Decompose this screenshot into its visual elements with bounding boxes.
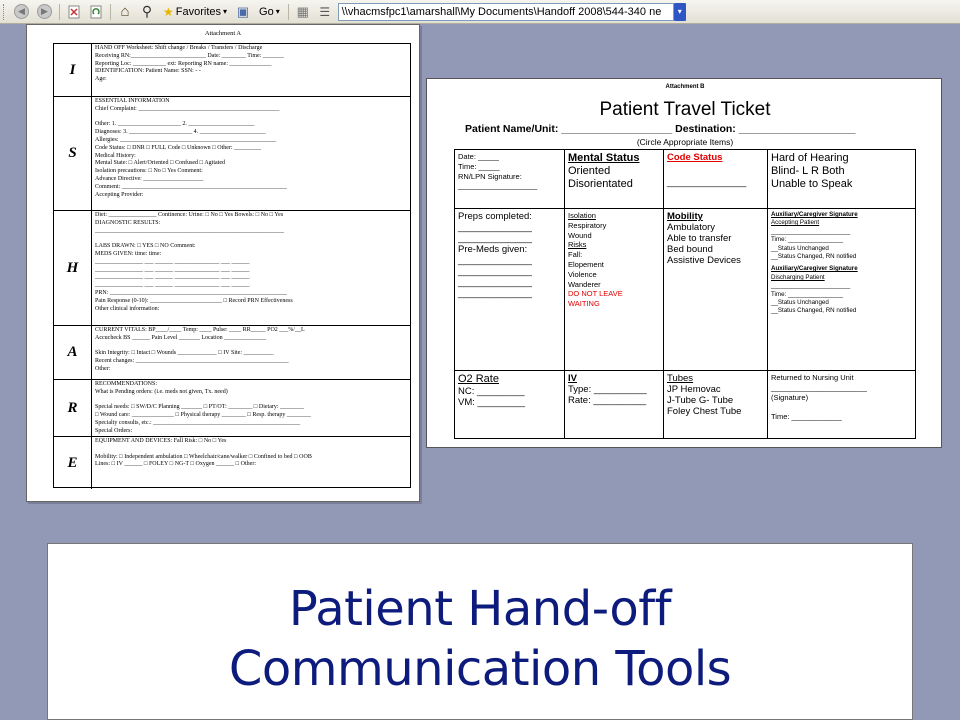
isbare-letter: H bbox=[54, 211, 92, 325]
isbare-section-a bbox=[92, 326, 410, 379]
isbare-table bbox=[53, 43, 411, 488]
text-line bbox=[771, 402, 912, 412]
text-line: Bed bound bbox=[667, 244, 713, 255]
text-line: Type: __________ bbox=[568, 384, 647, 395]
text-line: Fall: bbox=[568, 250, 583, 260]
caregiver-discharging-lines bbox=[771, 282, 912, 316]
forward-icon: ▶ bbox=[37, 4, 52, 19]
ticket-row-1 bbox=[455, 150, 915, 208]
stop-button[interactable] bbox=[64, 2, 84, 22]
text-line: RN/LPN Signature: bbox=[458, 171, 522, 181]
home-icon: ⌂ bbox=[120, 3, 130, 20]
text-line: PRN: ___________________________________________________________ bbox=[95, 289, 287, 296]
history-button[interactable] bbox=[233, 2, 253, 22]
text-line: Receiving RN:_________________________ Date: ________ Time: _______ bbox=[95, 52, 284, 59]
ticket-row-3 bbox=[455, 370, 915, 438]
text-line: ___________________ bbox=[458, 181, 538, 191]
text-line: Blind- L R Both bbox=[771, 165, 845, 177]
iv-lines bbox=[568, 384, 660, 406]
text-line: Diet: ________________ Continence: Urine: □ No □ Yes Bowels: □ No □ Yes bbox=[95, 212, 284, 218]
text-line: ________________ ___ ______ _______________ ___ ______ bbox=[95, 282, 250, 289]
isbare-row-i bbox=[54, 44, 410, 96]
text-line: WAITING bbox=[568, 299, 600, 309]
text-line: ________________ ___ ______ _______________ ___ ______ bbox=[95, 266, 250, 273]
text-line: ______________ bbox=[458, 255, 532, 266]
text-line: Oriented bbox=[568, 165, 611, 177]
ticket-table bbox=[454, 149, 916, 439]
folders-button[interactable] bbox=[293, 2, 313, 22]
o2-rate-lines bbox=[458, 386, 561, 408]
caregiver-discharging-subheading: Discharging Patient bbox=[771, 273, 825, 281]
code-status-line: _______________ bbox=[667, 177, 747, 188]
caregiver-accepting-lines bbox=[771, 228, 912, 262]
attachment-a-label: Attachment A bbox=[204, 30, 242, 37]
risks-heading: Risks bbox=[568, 240, 587, 250]
isbare-row-r bbox=[54, 379, 410, 436]
home-button[interactable] bbox=[115, 2, 135, 22]
text-line: Recent changes: ___________________________________________________ bbox=[95, 358, 289, 365]
search-icon: ⚲ bbox=[141, 3, 153, 19]
text-line: Mental State: □ Alert/Oriented □ Confused □ Agitated bbox=[95, 160, 226, 167]
ticket-cell-isolation bbox=[565, 209, 664, 370]
chevron-down-icon: ▾ bbox=[677, 7, 682, 16]
isbare-letter: A bbox=[54, 326, 92, 379]
text-line: Preps completed: bbox=[458, 211, 532, 222]
text-line: _______________________ bbox=[771, 227, 851, 235]
isbare-section-r bbox=[92, 380, 410, 436]
text-line: Time: ____________ bbox=[771, 412, 842, 422]
text-line: Accepting Provider: bbox=[95, 191, 144, 198]
text-line: ______________ bbox=[458, 233, 532, 244]
text-line: Ambulatory bbox=[667, 222, 716, 233]
caregiver-discharging-heading: Auxiliary/Caregiver Signature bbox=[771, 265, 858, 273]
address-input[interactable]: \\vhacmsfpc1\amarshall\My Documents\Handoff 2008\544-340 ne bbox=[338, 3, 674, 21]
ticket-cell-tubes bbox=[664, 371, 768, 438]
text-line: Hard of Hearing bbox=[771, 152, 849, 164]
text-line: Specialty consults, etc.: _________________________________________________ bbox=[95, 419, 301, 426]
ticket-cell-mobility bbox=[664, 209, 768, 370]
attachment-b-label: Attachment B bbox=[665, 84, 705, 90]
text-line: __Status Changed, RN notified bbox=[771, 307, 857, 315]
isbare-section-h bbox=[92, 211, 410, 325]
text-line: Assistive Devices bbox=[667, 255, 741, 266]
patient-name-line: Patient Name/Unit: ___________________ Destination: ____________________ bbox=[465, 123, 856, 135]
text-line: Mobility: □ Independent ambulation □ Wheelchair/cane/walker □ Confined to bed □ OOB bbox=[95, 453, 312, 460]
text-line: Skin Integrity: □ Intact □ Wounds _____________ □ IV Site: __________ bbox=[95, 350, 274, 357]
text-line: Accucheck BS ______ Pain Level _______ Location ______________ bbox=[95, 334, 267, 341]
text-line: Respiratory bbox=[568, 220, 607, 230]
text-line: Date: _____ bbox=[458, 152, 499, 161]
text-line: Pain Response (0-10): ________________________ □ Record PRN Effectiveness bbox=[95, 297, 293, 304]
favorites-label: Favorites bbox=[175, 5, 222, 18]
text-line: □ Wound care: ______________ □ Physical therapy ________ □ Resp. therapy ________ bbox=[95, 412, 311, 419]
forward-button[interactable] bbox=[34, 2, 55, 22]
search-button[interactable] bbox=[137, 2, 157, 22]
refresh-icon bbox=[89, 5, 103, 19]
text-line: Disorientated bbox=[568, 178, 633, 190]
text-line: Diagnoses: 3. _____________________ 4. ______________________ bbox=[95, 129, 266, 136]
text-line: Medical History: bbox=[95, 152, 136, 159]
text-line: Code Status: □ DNR □ FULL Code □ Unknown □ Other: _________ bbox=[95, 144, 262, 151]
text-line: IDENTIFICATION: Patient Name: SSN: - - bbox=[95, 68, 201, 75]
stop-icon bbox=[67, 5, 81, 19]
slide-title-panel bbox=[47, 543, 913, 720]
text-line: _______________________ bbox=[771, 282, 851, 290]
ticket-title: Patient Travel Ticket bbox=[599, 99, 771, 120]
risk-options bbox=[568, 250, 660, 289]
views-button[interactable] bbox=[315, 2, 335, 22]
text-line bbox=[95, 397, 407, 405]
travel-ticket-document bbox=[426, 78, 942, 448]
text-line: Pre-Meds given: bbox=[458, 244, 528, 255]
tubes-heading: Tubes bbox=[667, 373, 694, 384]
ticket-cell-preps bbox=[455, 209, 565, 370]
back-button[interactable] bbox=[11, 2, 32, 22]
isolation-heading: Isolation bbox=[568, 211, 596, 220]
text-line: Time: ________________ bbox=[771, 290, 844, 298]
text-line: ______________ bbox=[458, 266, 532, 277]
o2-rate-heading: O2 Rate bbox=[458, 373, 499, 385]
ticket-cell-caregiver bbox=[768, 209, 915, 370]
text-line: Lines: □ IV ______ □ FOLEY □ NG-T □ Oxygen ______ □ Other: bbox=[95, 461, 256, 468]
toolbar-separator bbox=[110, 4, 111, 20]
caregiver-accepting-subheading: Accepting Patient bbox=[771, 219, 820, 227]
folder-icon: ▦ bbox=[296, 3, 309, 19]
text-line: Wanderer bbox=[568, 279, 601, 289]
go-label: Go bbox=[259, 5, 274, 18]
isbare-section-s bbox=[92, 97, 410, 210]
mental-status-options bbox=[568, 165, 660, 191]
isbare-letter: R bbox=[54, 380, 92, 436]
star-icon: ★ bbox=[163, 4, 174, 19]
isbare-row-e bbox=[54, 436, 410, 489]
text-line: Special needs: □ SW/D/C Planning _______ □ PT/OT: ________ □ Dietary: ________ bbox=[95, 404, 305, 411]
slide-title-line-1: Patient Hand-off bbox=[288, 580, 672, 637]
isbare-row-a bbox=[54, 325, 410, 379]
text-line: Time: _____ bbox=[458, 161, 500, 171]
ticket-row-2 bbox=[455, 208, 915, 370]
isbare-letter: I bbox=[54, 44, 92, 96]
isbare-row-h bbox=[54, 210, 410, 325]
ticket-cell-code bbox=[664, 150, 768, 208]
text-line: MEDS GIVEN: time: time: bbox=[95, 250, 162, 257]
mobility-options bbox=[667, 222, 764, 266]
ticket-cell-sensory bbox=[768, 150, 915, 208]
toolbar-separator bbox=[288, 4, 289, 20]
text-line: Elopement bbox=[568, 259, 604, 269]
text-line: Allergies: ____________________________________________________ bbox=[95, 136, 277, 143]
back-icon: ◀ bbox=[14, 4, 29, 19]
text-line: Other clinical information: bbox=[95, 305, 160, 312]
text-line: CURRENT VITALS: BP____/____ Temp: ____ Pulse: ____ RR_____ PO2 ___%/__L bbox=[95, 327, 305, 333]
favorites-button[interactable] bbox=[159, 2, 231, 22]
text-line: What is Pending orders: (i.e. meds not given, Tx. need) bbox=[95, 388, 228, 395]
text-line: __Status Unchanged bbox=[771, 244, 829, 252]
text-line: Advance Directive: ____________________ bbox=[95, 175, 204, 182]
text-line: HAND OFF Worksheet: Shift change / Breaks / Transfers / Discharge bbox=[95, 45, 263, 51]
text-line bbox=[95, 343, 407, 351]
text-line: Special Orders: bbox=[95, 427, 133, 434]
text-line: Rate: __________ bbox=[568, 395, 647, 406]
text-line: DIAGNOSTIC RESULTS: bbox=[95, 219, 161, 226]
isbare-letter: E bbox=[54, 437, 92, 489]
text-line: VM: _________ bbox=[458, 397, 526, 408]
text-line: Violence bbox=[568, 269, 597, 279]
circle-note: (Circle Appropriate Items) bbox=[636, 137, 734, 147]
text-line: Other: bbox=[95, 365, 111, 372]
mobility-heading: Mobility bbox=[667, 211, 703, 222]
text-line: J-Tube G- Tube bbox=[667, 395, 734, 406]
text-line: ______________ bbox=[458, 288, 532, 299]
isbare-section-i bbox=[92, 44, 410, 96]
text-line: ESSENTIAL INFORMATION bbox=[95, 98, 170, 104]
text-line: ______________ bbox=[458, 277, 532, 288]
text-line: DO NOT LEAVE bbox=[568, 289, 623, 299]
iv-heading: IV bbox=[568, 373, 577, 384]
text-line: ________________ ___ ______ _______________ ___ ______ bbox=[95, 258, 250, 265]
code-status-heading: Code Status bbox=[667, 152, 723, 163]
text-line: Age: bbox=[95, 76, 107, 83]
text-line: Able to transfer bbox=[667, 233, 732, 244]
isolation-options bbox=[568, 221, 660, 241]
text-line: Returned to Nursing Unit bbox=[771, 373, 854, 382]
browser-toolbar bbox=[0, 0, 960, 24]
do-not-leave-warning bbox=[568, 289, 660, 309]
address-dropdown-button[interactable] bbox=[674, 3, 686, 21]
text-line: LABS DRAWN: □ YES □ NO Comment: bbox=[95, 243, 196, 250]
text-line: Reporting Loc: ___________ ext: Reporting RN name: ______________ bbox=[95, 60, 272, 67]
text-line: Time: ________________ bbox=[771, 236, 844, 244]
slide-title-line-2: Communication Tools bbox=[228, 640, 732, 697]
go-button[interactable] bbox=[255, 2, 284, 22]
text-line: Foley Chest Tube bbox=[667, 406, 742, 417]
text-line: ______________ bbox=[458, 222, 532, 233]
text-line: _______________________ bbox=[771, 382, 867, 392]
toolbar-grip[interactable] bbox=[3, 4, 7, 20]
ticket-cell-mental bbox=[565, 150, 664, 208]
isbare-letter: S bbox=[54, 97, 92, 210]
text-line: __Status Changed, RN notified bbox=[771, 253, 857, 261]
text-line: EQUIPMENT AND DEVICES: Fall Risk: □ No □ Yes bbox=[95, 438, 227, 444]
chevron-down-icon: ▾ bbox=[223, 7, 228, 16]
refresh-button[interactable] bbox=[86, 2, 106, 22]
chevron-down-icon: ▾ bbox=[275, 7, 280, 16]
text-line: Chief Complaint: _______________________________________________ bbox=[95, 105, 280, 112]
list-icon: ☰ bbox=[319, 4, 331, 19]
text-line: RECOMMENDATIONS: bbox=[95, 381, 158, 387]
tubes-options bbox=[667, 384, 764, 417]
text-line bbox=[95, 446, 407, 454]
text-line: Wound bbox=[568, 230, 592, 240]
text-line: (Signature) bbox=[771, 392, 809, 402]
ticket-cell-iv bbox=[565, 371, 664, 438]
caregiver-accepting-heading: Auxiliary/Caregiver Signature bbox=[771, 211, 858, 218]
text-line: _______________________________________________________________ bbox=[95, 227, 284, 234]
ticket-cell-date bbox=[455, 150, 565, 208]
text-line: Comment: _______________________________________________________ bbox=[95, 183, 287, 190]
text-line: JP Hemovac bbox=[667, 384, 721, 395]
ticket-cell-o2 bbox=[455, 371, 565, 438]
text-line: __Status Unchanged bbox=[771, 299, 829, 307]
text-line: NC: _________ bbox=[458, 386, 525, 397]
isbare-row-s bbox=[54, 96, 410, 210]
text-line: Isolation precautions: □ No □ Yes Comment: bbox=[95, 168, 203, 175]
text-line bbox=[95, 235, 407, 243]
text-line: Other: 1. _____________________ 2. ______________________ bbox=[95, 121, 255, 128]
mental-status-heading: Mental Status bbox=[568, 152, 640, 164]
text-line: Unable to Speak bbox=[771, 178, 853, 190]
ticket-cell-returned bbox=[768, 371, 915, 438]
toolbar-separator bbox=[59, 4, 60, 20]
page-icon: ▣ bbox=[236, 3, 250, 19]
text-line: ________________ ___ ______ _______________ ___ ______ bbox=[95, 274, 250, 281]
text-line bbox=[95, 114, 407, 122]
handoff-worksheet-document bbox=[26, 24, 420, 502]
isbare-section-e bbox=[92, 437, 410, 489]
